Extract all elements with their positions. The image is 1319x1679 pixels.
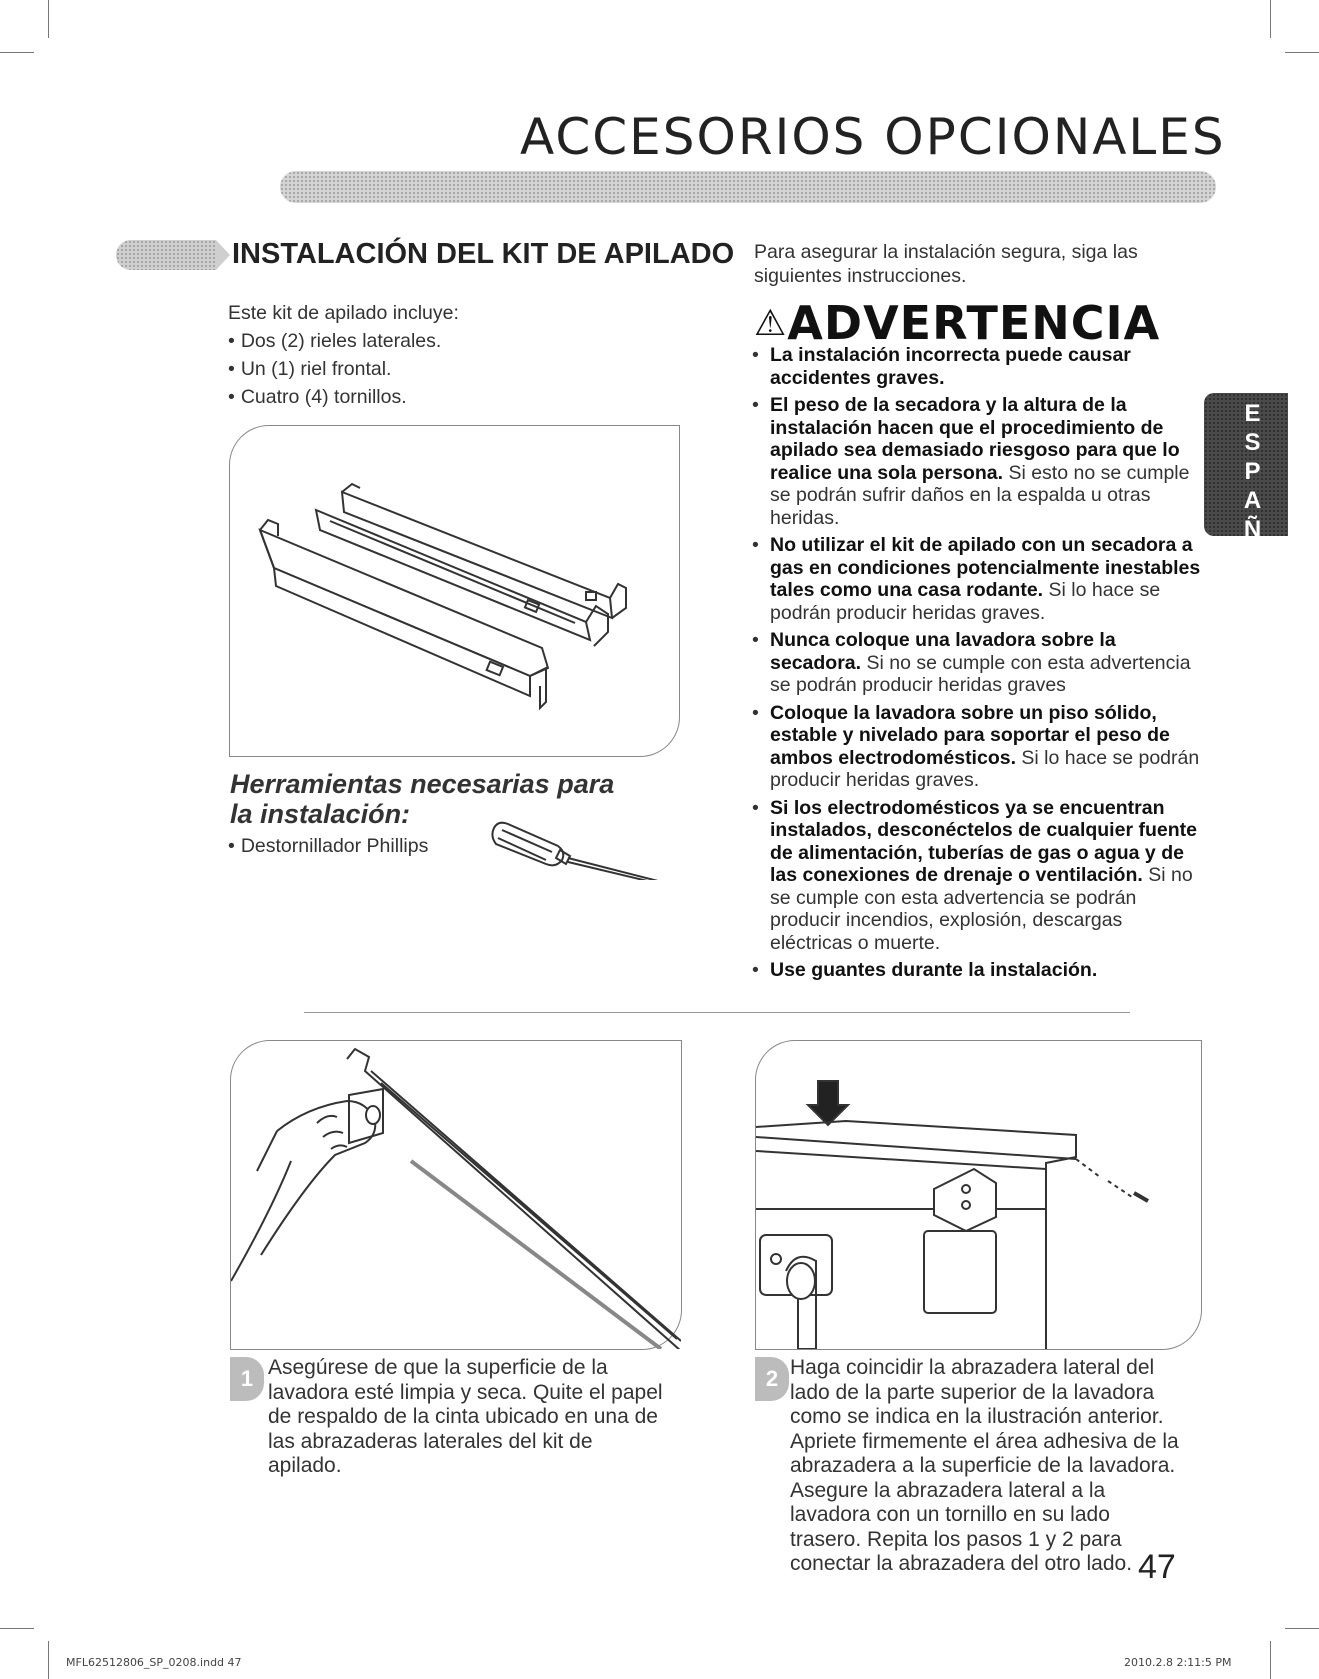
kit-intro: Este kit de apilado incluye: bbox=[228, 302, 459, 324]
title-underline-bar bbox=[280, 171, 1216, 203]
section-divider bbox=[304, 1012, 1130, 1013]
warning-item-bold: Nunca coloque una lavadora sobre la secadora. bbox=[770, 629, 1116, 674]
step1-illustration bbox=[230, 1040, 682, 1350]
crop-mark bbox=[48, 0, 49, 38]
rail-placement-image bbox=[231, 1041, 681, 1349]
step-text: Asegúrese de que la superficie de la lavadora esté limpia y seca. Quite el papel de respaldo de la cinta ubicado en una de las abrazaderas laterales del kit de apilado. bbox=[268, 1356, 663, 1477]
warning-item-bold: El peso de la secadora y la altura de la instalación hacen que el procedimiento de apilado sea demasiado riesgoso para que lo realice una sola persona. bbox=[770, 394, 1180, 484]
warning-item-text: Si lo hace se podrán producir heridas graves. bbox=[770, 579, 1161, 624]
warning-item bbox=[750, 344, 1210, 389]
kit-item: • Un (1) riel frontal. bbox=[228, 355, 688, 383]
language-tab-label: ESPAÑOL bbox=[1239, 400, 1266, 603]
tools-heading: Herramientas necesarias para la instalación: bbox=[230, 769, 615, 829]
kit-item: • Dos (2) rieles laterales. bbox=[228, 327, 688, 355]
step-text: Haga coincidir la abrazadera lateral del lado de la parte superior de la lavadora como se indica en la ilustración anterior. Apriete firmemente el área adhesiva de la abrazadera a la superficie de la lavadora. Asegure la abrazadera lateral a la lavadora con un tornillo en su lado trasero. Repita los pasos 1 y 2 para conectar la abrazadera del otro lado. bbox=[790, 1356, 1179, 1575]
step-number-badge: 2 bbox=[755, 1357, 789, 1401]
warning-title bbox=[754, 296, 1160, 350]
section-title: INSTALACIÓN DEL KIT DE APILADO bbox=[232, 238, 735, 270]
kit-contents bbox=[228, 299, 688, 411]
warning-item bbox=[750, 394, 1210, 529]
crop-mark bbox=[1285, 1628, 1319, 1629]
stacking-rails-image bbox=[230, 426, 679, 756]
step-number-badge: 1 bbox=[230, 1357, 264, 1401]
page-number: 47 bbox=[1138, 1548, 1176, 1586]
warning-item bbox=[750, 702, 1210, 792]
section-marker bbox=[116, 240, 216, 270]
warning-item-text: Si lo hace se podrán producir heridas graves. bbox=[770, 746, 1200, 791]
screwdriver-icon bbox=[488, 810, 670, 880]
crop-mark bbox=[48, 1641, 49, 1679]
crop-mark bbox=[0, 52, 34, 53]
warning-item bbox=[750, 629, 1210, 697]
crop-mark bbox=[1270, 0, 1271, 38]
warning-triangle-icon: ⚠ bbox=[754, 303, 788, 344]
warning-item-text: Si no se cumple con esta advertencia se podrán producir heridas graves bbox=[770, 651, 1191, 696]
kit-item: • Cuatro (4) tornillos. bbox=[228, 383, 688, 411]
rails-illustration bbox=[229, 425, 680, 757]
crop-mark bbox=[1285, 52, 1319, 53]
warning-item-bold: Si los electrodomésticos ya se encuentran instalados, desconéctelos de cualquier fuente de alimentación, tuberías de gas o agua y de las conexiones de drenaje o ventilación. bbox=[770, 796, 1197, 886]
footer-file: MFL62512806_SP_0208.indd 47 bbox=[66, 1656, 242, 1669]
warning-item bbox=[750, 959, 1210, 982]
warning-item bbox=[750, 797, 1210, 955]
warning-list bbox=[750, 344, 1210, 987]
warning-item-bold: Use guantes durante la instalación. bbox=[770, 959, 1098, 981]
bracket-fastening-image bbox=[756, 1041, 1201, 1349]
tool-item: • Destornillador Phillips bbox=[228, 832, 488, 860]
page-title: ACCESORIOS OPCIONALES bbox=[520, 108, 1226, 166]
warning-item-bold: No utilizar el kit de apilado con un secadora a gas en condiciones potencialmente inestables tales como una casa rodante. bbox=[770, 534, 1201, 601]
footer-timestamp: 2010.2.8 2:11:5 PM bbox=[1124, 1656, 1232, 1669]
crop-mark bbox=[1270, 1641, 1271, 1679]
warning-label: ADVERTENCIA bbox=[787, 296, 1161, 350]
warning-item-bold: La instalación incorrecta puede causar accidentes graves. bbox=[770, 344, 1131, 389]
warning-item bbox=[750, 534, 1210, 624]
tools-list bbox=[228, 832, 488, 860]
step2-illustration bbox=[755, 1040, 1202, 1350]
crop-mark bbox=[0, 1628, 34, 1629]
warning-item-text: Si no se cumple con esta advertencia se podrán producir incendios, explosión, descargas eléctricas o muerte. bbox=[770, 864, 1193, 954]
warning-item-text: Si esto no se cumple se podrán sufrir daños en la espalda u otras heridas. bbox=[770, 461, 1190, 529]
warning-item-bold: Coloque la lavadora sobre un piso sólido, estable y nivelado para soportar el peso de ambos electrodomésticos. bbox=[770, 701, 1170, 769]
safety-intro: Para asegurar la instalación segura, siga las siguientes instrucciones. bbox=[754, 241, 1138, 287]
